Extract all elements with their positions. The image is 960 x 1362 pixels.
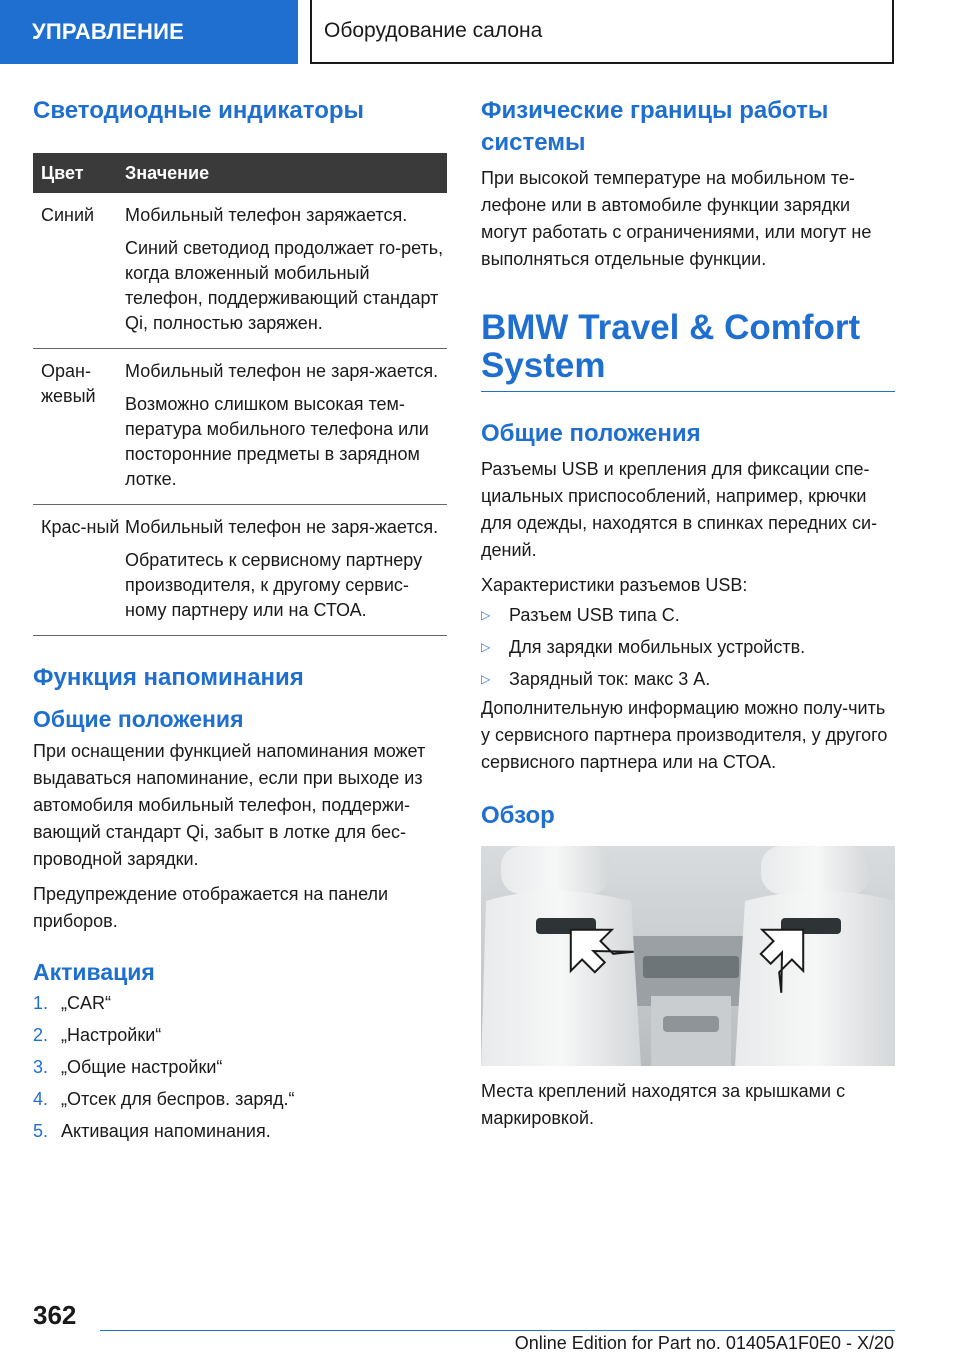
travel-title: BMW Travel & Comfort System <box>481 308 861 385</box>
reminder-general-text: При оснащении функцией напоминания может выдаваться напоминание, если при выходе из автомобиля мобильный телефон, поддержи-вающий стандарт Qi, забыт в лотке для бес-проводной зарядки. <box>33 741 426 869</box>
photo-caption: Места креплений находятся за крышками с маркировкой. <box>481 1081 846 1128</box>
row-color: Синий <box>41 205 95 225</box>
row-status: Мобильный телефон заряжается. <box>125 205 408 225</box>
usb-list <box>481 599 895 695</box>
row-color: Оран-жевый <box>41 361 96 406</box>
step-number: 2. <box>33 1025 49 1045</box>
reminder-warning-text: Предупреждение отображается на панели приборов. <box>33 884 389 931</box>
led-title: Светодиодные индикаторы <box>33 97 365 124</box>
seat-backs-photo <box>481 846 895 1066</box>
list-item <box>33 987 447 1019</box>
list-item <box>33 1083 447 1115</box>
triangle-bullet-icon: ▷ <box>481 640 491 654</box>
travel-general-title: Общие положения <box>481 420 701 447</box>
col-header-color: Цвет <box>41 162 84 183</box>
limits-text: При высокой температуре на мобильном те-лефоне или в автомобиле функции зарядки могут работать с ограничениями, или могут не выполняться отдельные функции. <box>481 168 872 269</box>
table-row <box>33 193 447 349</box>
chapter-header <box>310 0 894 64</box>
triangle-bullet-icon: ▷ <box>481 608 491 622</box>
edition-text: Online Edition for Part no. 01405A1F0E0 - X/20 <box>514 1333 894 1353</box>
page-number: 362 <box>33 1300 77 1330</box>
section-title: УПРАВЛЕНИЕ <box>32 19 184 44</box>
list-item <box>481 631 895 663</box>
usb-item-text: Разъем USB типа C. <box>509 605 680 625</box>
col-header-meaning: Значение <box>125 162 210 183</box>
led-table-header <box>33 153 447 193</box>
step-number: 4. <box>33 1089 49 1109</box>
list-item <box>33 1019 447 1051</box>
right-column <box>481 95 895 1132</box>
row-color: Крас-ный <box>41 517 120 537</box>
row-detail: Синий светодиод продолжает го-реть, когда вложенный мобильный телефон, поддерживающий стандарт Qi, полностью заряжен. <box>125 238 444 333</box>
list-item <box>33 1115 447 1147</box>
activation-steps <box>33 987 447 1147</box>
usb-intro: Характеристики разъемов USB: <box>481 575 748 595</box>
step-text: „Отсек для беспров. заряд.“ <box>61 1089 295 1109</box>
row-status: Мобильный телефон не заря-жается. <box>125 361 439 381</box>
usb-item-text: Зарядный ток: макс 3 А. <box>509 669 711 689</box>
limits-title: Физические границы работы системы <box>481 97 829 156</box>
list-item <box>481 663 895 695</box>
chapter-title: Оборудование салона <box>324 19 543 42</box>
reminder-general-title: Общие положения <box>33 706 244 732</box>
overview-title: Обзор <box>481 802 555 829</box>
table-row <box>33 505 447 636</box>
step-number: 3. <box>33 1057 49 1077</box>
footer-rule <box>100 1330 895 1331</box>
more-info-text: Дополнительную информацию можно полу-чить у сервисного партнера производителя, у другого сервисного партнера или на СТОА. <box>481 698 888 772</box>
row-detail: Возможно слишком высокая тем-пература мобильного телефона или посторонние предметы в зарядном лотке. <box>125 394 429 489</box>
step-text: „Настройки“ <box>61 1025 162 1045</box>
list-item <box>481 599 895 631</box>
step-number: 5. <box>33 1121 49 1141</box>
row-detail: Обратитесь к сервисному партнеру производителя, к другому сервис-ному партнеру или на СТОА. <box>125 550 423 620</box>
triangle-bullet-icon: ▷ <box>481 672 491 686</box>
section-tab <box>0 0 298 64</box>
travel-general-text: Разъемы USB и крепления для фиксации спе-циальных приспособлений, например, крючки для одежды, находятся в спинках передних си-дений. <box>481 459 878 560</box>
table-row <box>33 349 447 505</box>
reminder-title: Функция напоминания <box>33 664 304 691</box>
step-text: „CAR“ <box>61 993 111 1013</box>
row-status: Мобильный телефон не заря-жается. <box>125 517 439 537</box>
usb-item-text: Для зарядки мобильных устройств. <box>509 637 806 657</box>
step-number: 1. <box>33 993 49 1013</box>
list-item <box>33 1051 447 1083</box>
left-column <box>33 95 447 1147</box>
step-text: Активация напоминания. <box>61 1121 271 1141</box>
activation-title: Активация <box>33 959 155 985</box>
step-text: „Общие настройки“ <box>61 1057 223 1077</box>
